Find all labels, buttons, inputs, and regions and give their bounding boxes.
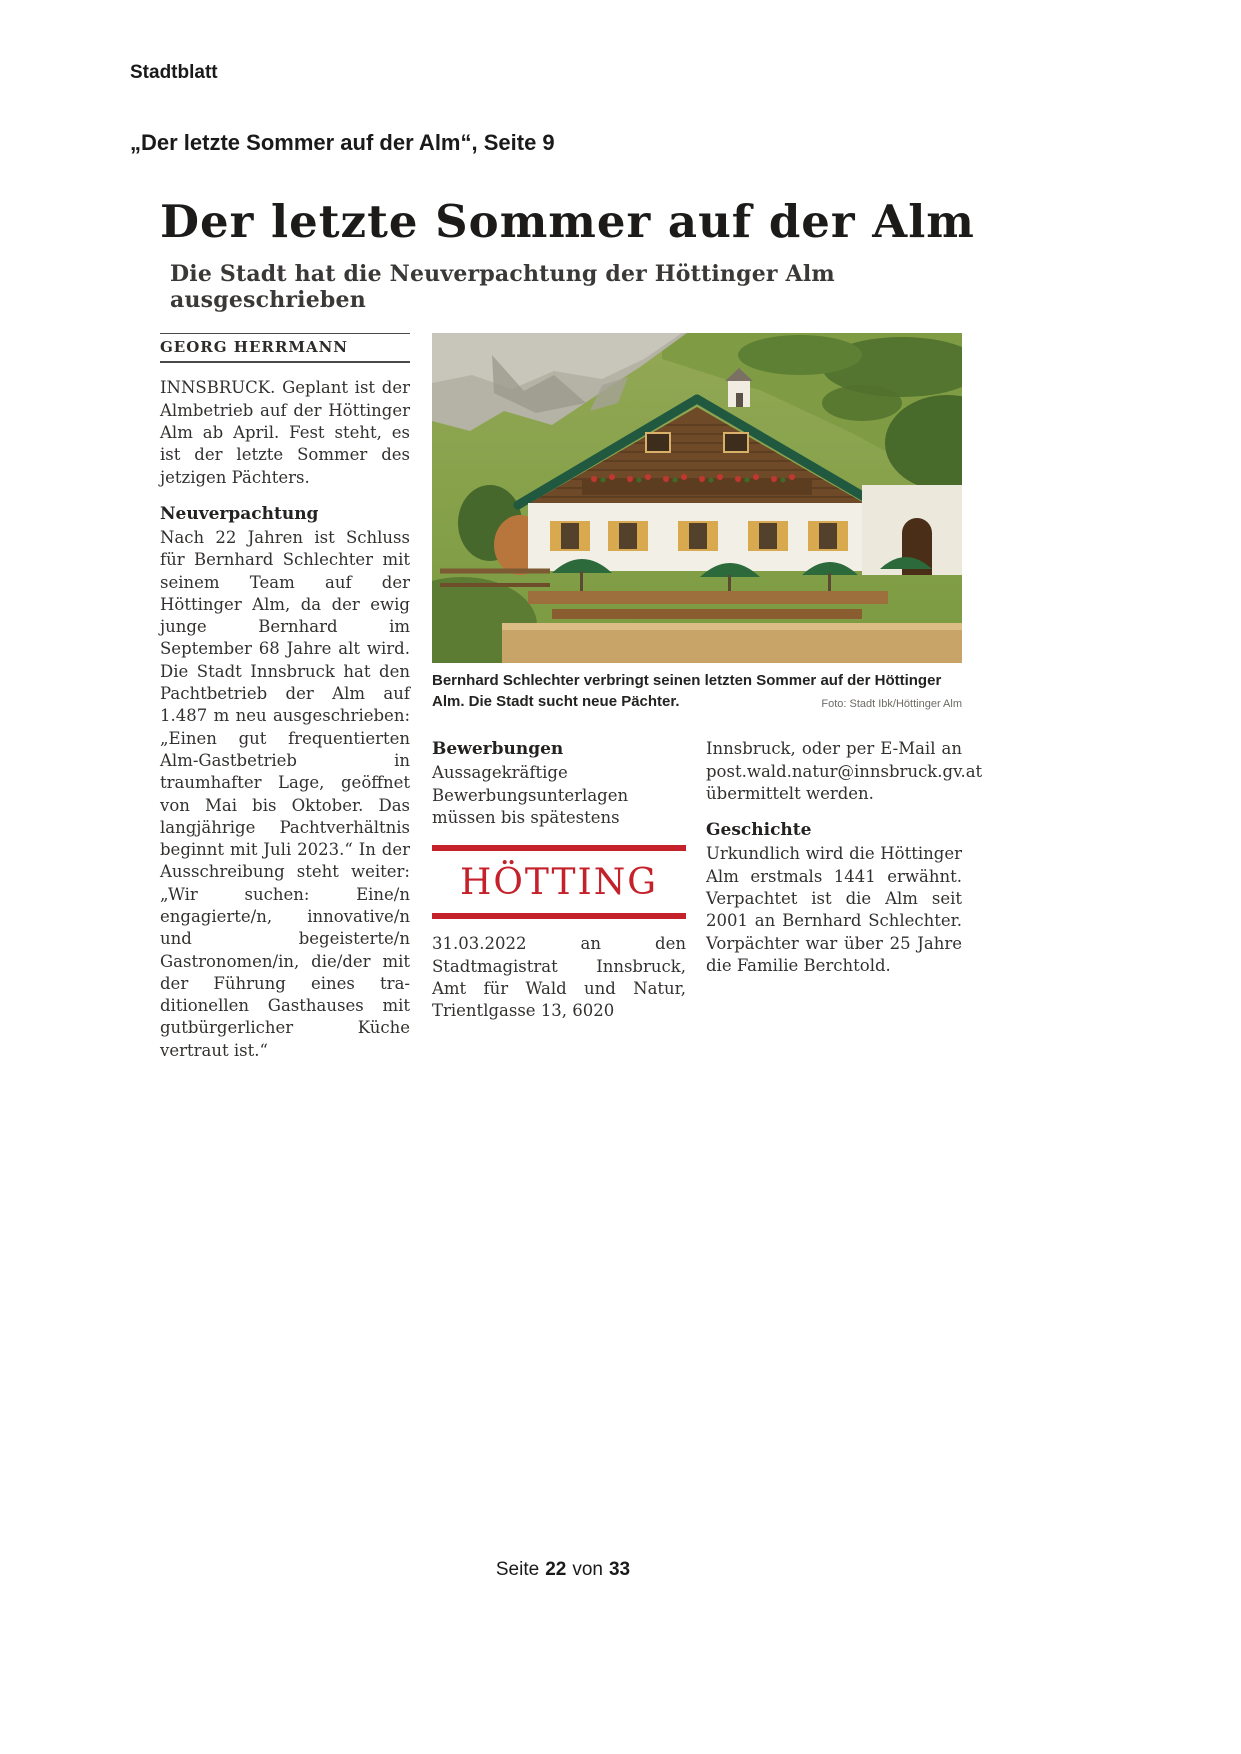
article-column-middle <box>432 738 686 1022</box>
article-column-right-wrap <box>432 333 983 1062</box>
page-number-footer <box>160 1558 966 1583</box>
lead-paragraph: INNSBRUCK. Geplant ist der Almbetrieb auf der Höttinger Alm ab April. Fest steht, es ist der letzte Sommer des jetzigen Pächters. <box>160 378 410 487</box>
section-body-neuverpachtung: Nach 22 Jahren ist Schluss für Bernhard Schlechter mit seinem Team auf der Höttinger Alm, da der ewig junge Bernhard im September 68 Jahre alt wird. Die Stadt Innsbruck hat den Pachtbetrieb der Alm auf 1.487 m neu ausgeschrieben: „Einen gut frequentierten Alm-Gastbetrieb in traumhafter Lage, geöffnet von Mai bis Oktober. Das langjährige Pachtverhältnis beginnt mit Juli 2023.“ In der Ausschreibung steht weiter: „Wir suchen: Eine/n engagierte/n, innovative/n und begeisterte/n Gastronomen/in, die/der mit der Führung eines traditionellen Gasthauses mit gutbürgerlicher Küche vertraut ist.“ <box>160 527 410 1060</box>
article-photo <box>432 333 962 663</box>
footer-current-page: 22 <box>545 1559 567 1580</box>
section-body-bewerbungen-3: Innsbruck, oder per E-Mail an post.wald.natur@innsbruck.gv.at übermittelt werden. <box>706 739 983 803</box>
newspaper-clipping <box>160 195 983 1062</box>
photo-credit: Foto: Stadt Ibk/Höttinger Alm <box>821 698 962 711</box>
section-body-bewerbungen-2: 31.03.2022 an den Stadtmagistrat Innsbruck, Amt für Wald und Natur, Trientlgasse 13, 6020 <box>432 934 686 1021</box>
photo-caption-box <box>432 670 962 712</box>
section-body-bewerbungen-1: Aussagekräftige Bewerbungsunterlagen müssen bis spätestens <box>432 763 629 828</box>
ad-rule-bottom <box>432 913 686 919</box>
footer-label-page: Seite <box>495 1559 540 1580</box>
article-subheadline: Die Stadt hat die Neuverpachtung der Höttinger Alm ausgeschrieben <box>170 260 835 313</box>
article-column-right <box>706 738 983 1022</box>
footer-total-pages: 33 <box>608 1559 631 1580</box>
lower-columns <box>432 738 983 1022</box>
article-headline: Der letzte Sommer auf der Alm <box>160 195 975 248</box>
article-column-left <box>160 333 410 1062</box>
hoetting-ad <box>432 845 686 919</box>
section-body-geschichte: Urkundlich wird die Höttinger Alm erstmals 1441 erwähnt. Verpachtet ist die Alm seit 2001 an Bernhard Schlechter. Vorpächter war über 25 Jahre die Familie Berchtold. <box>706 844 962 975</box>
mountain-hut-illustration <box>432 333 962 663</box>
section-heading-bewerbungen: Bewerbungen <box>432 739 564 760</box>
article-body <box>160 333 983 1062</box>
photo-caption: Bernhard Schlechter verbringt seinen letzten Sommer auf der Höttinger Alm. Die Stadt sucht neue Pächter. <box>432 672 942 711</box>
ad-wordmark: HÖTTING <box>459 862 659 904</box>
section-heading-neuverpachtung: Neuverpachtung <box>160 503 319 524</box>
document-title: Stadtblatt <box>130 62 218 83</box>
byline: GEORG HERRMANN <box>160 333 410 363</box>
article-reference-line: „Der letzte Sommer auf der Alm“, Seite 9 <box>130 130 555 155</box>
section-heading-geschichte: Geschichte <box>706 820 812 841</box>
footer-label-of: von <box>572 1559 603 1580</box>
